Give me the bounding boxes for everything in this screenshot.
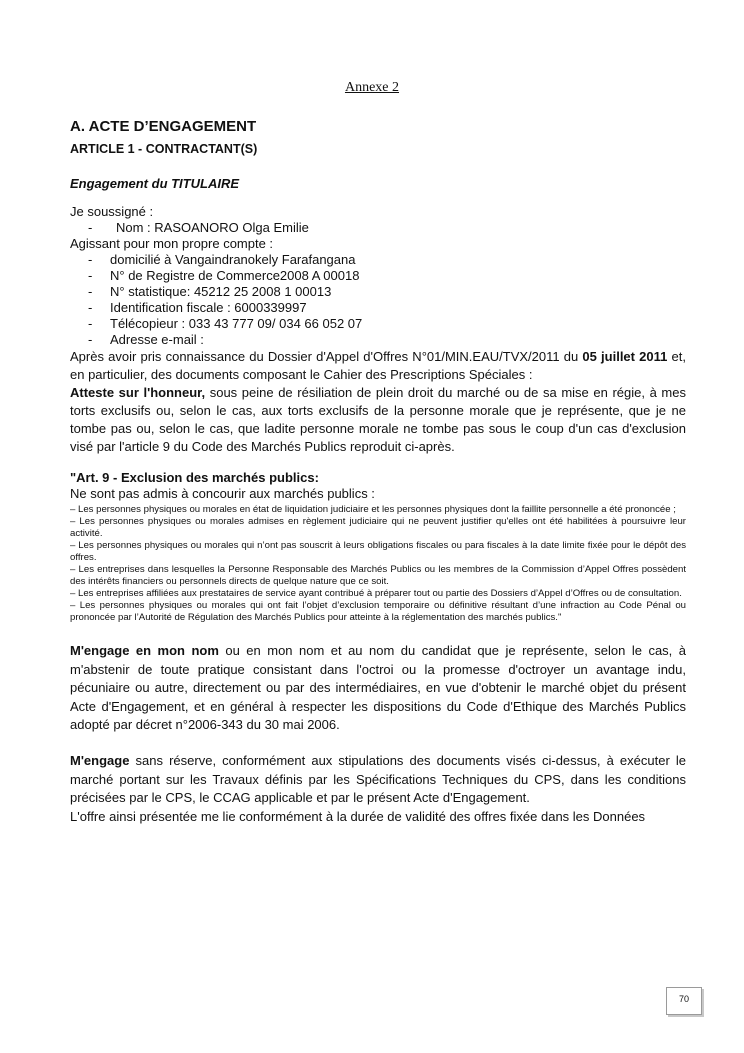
list-item: - domicilié à Vangaindranokely Farafangana [88,252,356,267]
engage-nom-paragraph: M'engage en mon nom ou en mon nom et au nom du candidat que je représente, selon le cas, à m'abstenir de toute pratique consistant dans l'octroi ou la promesse d'octroyer un avantage indu, pécuniaire ou autre, directement ou par des intermédiaires, en vue d'obtenir le marché objet du présent Acte d'Engagement, et en général à respecter les dispositions du Code d'Ethique des Marchés Publics adopté par décret n°2006-343 du 30 mai 2006. [70,643,686,733]
exclusion-item: – Les personnes physiques ou morales qui n’ont pas souscrit à leurs obligations fiscales ou para fiscales à la date limite fixée pour le dépôt des offres. [70,540,686,563]
list-item: - Adresse e-mail : [88,332,204,347]
list-item: - Télécopieur : 033 43 777 09/ 034 66 052 07 [88,316,363,331]
offre-paragraph: L'offre ainsi présentée me lie conformément à la durée de validité des offres fixée dans les Données [70,808,646,824]
details-list [70,252,686,348]
list-item: - Identification fiscale : 6000339997 [88,300,307,315]
exclusion-item: – Les entreprises dans lesquelles la Personne Responsable des Marchés Publics ou les membres de la Commission d’Appel Offres possèdent des intérêts financiers ou personnels directs de quelque nature que ce soit. [70,564,686,587]
nom-list [70,220,686,236]
page-number: 70 [666,987,702,1015]
list-item: - N° statistique: 45212 25 2008 1 00013 [88,284,332,299]
agissant-text: Agissant pour mon propre compte : [70,236,274,251]
article-9-block [70,470,686,624]
list-item: - N° de Registre de Commerce2008 A 00018 [88,268,360,283]
engagement-heading: Engagement du TITULAIRE [70,176,239,191]
exclusion-item: – Les entreprises affiliées aux prestataires de service ayant contribué à préparer tout ou partie des Dossiers d’Appel d’Offres ou de consultation. [70,588,682,599]
article-9-intro: Ne sont pas admis à concourir aux marchés publics : [70,486,375,501]
apres-paragraph: Après avoir pris connaissance du Dossier d'Appel d'Offres N°01/MIN.EAU/TVX/2011 du 05 juillet 2011 et, en particulier, des documents composant le Cahier des Prescriptions Spéciales : Atteste sur l'honneur, sous peine de résiliation de plein droit du marché ou de sa mise en régie, à mes torts exclusifs ou, selon le cas, aux torts exclusifs de la personne morale que je représente, que je ne tombe pas ou, selon le cas, que ladite personne morale ne tombe pas sous le coup d'un cas d'exclusion visé par l'article 9 du Code des Marchés Publics reproduit ci-après. [70,349,686,454]
section-title: A. ACTE D’ENGAGEMENT [70,118,257,135]
soussigne-text: Je soussigné : [70,204,154,219]
exclusion-item: – Les personnes physiques ou morales qui ont fait l’objet d’exclusion temporaire ou définitive résultant d’une infraction au Code Pénal ou prononcée par l’Autorité de Régulation des Marchés Publics pour atteinte à la réglementation des marchés publics." [70,600,686,623]
article-9-title: "Art. 9 - Exclusion des marchés publics: [70,470,319,485]
document-body [70,118,686,826]
annexe-label: Annexe 2 [344,80,400,95]
exclusion-item: – Les personnes physiques ou morales en état de liquidation judiciaire et les personnes physiques dont la faillite personnelle a été prononcée ; [70,504,676,515]
list-item: - Nom : RASOANORO Olga Emilie [88,220,309,235]
exclusion-item: – Les personnes physiques ou morales admises en règlement judiciaire qui ne peuvent justifier qu'elles ont été habilitées à poursuivre leur activité. [70,516,686,539]
engage-paragraph: M'engage sans réserve, conformément aux stipulations des documents visés ci-dessus, à exécuter le marché portant sur les Travaux définis par les Spécifications Techniques du CPS, dans les conditions précisées par le CPS, le CCAG applicable et par le présent Acte d'Engagement. [70,752,686,806]
article-heading: ARTICLE 1 - CONTRACTANT(S) [70,142,258,156]
